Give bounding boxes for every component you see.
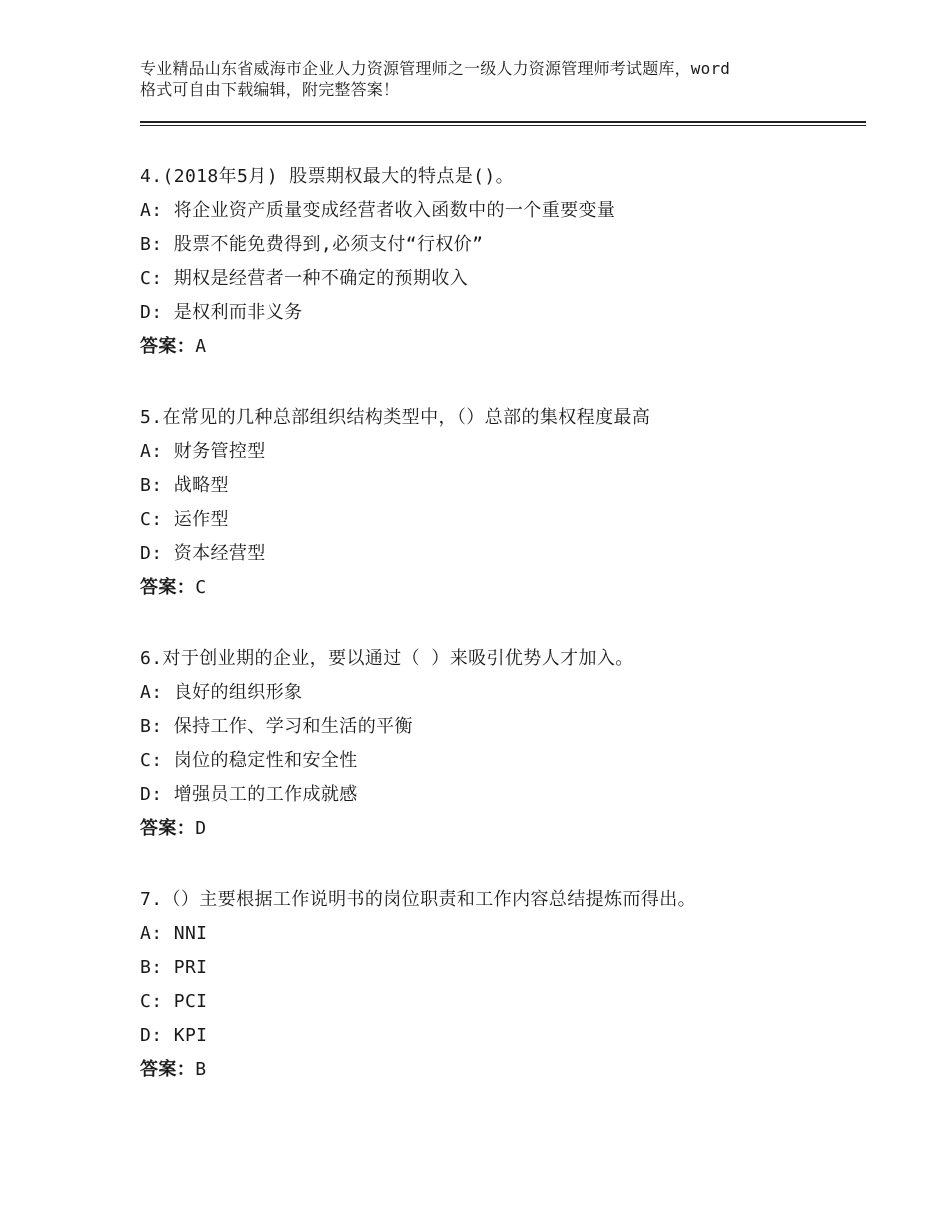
answer-value: B [195, 1059, 207, 1080]
option-d: D: 增强员工的工作成就感 [140, 784, 358, 805]
answer-line [140, 571, 866, 605]
option-b: B: 股票不能免费得到,必须支付“行权价” [140, 234, 484, 255]
answer-value: A [195, 336, 207, 357]
question-stem: 7.（）主要根据工作说明书的岗位职责和工作内容总结提炼而得出。 [140, 889, 697, 910]
option-a: A: 财务管控型 [140, 441, 266, 462]
answer-line [140, 812, 866, 846]
answer-value: D [195, 818, 207, 839]
option-a: A: NNI [140, 923, 208, 944]
answer-label: 答案： [140, 818, 196, 839]
answer-line [140, 330, 866, 364]
header-line-1: 专业精品山东省威海市企业人力资源管理师之一级人力资源管理师考试题库，word [140, 59, 731, 78]
question-list [140, 160, 866, 1124]
option-a: A: 将企业资产质量变成经营者收入函数中的一个重要变量 [140, 200, 616, 221]
question-stem: 6.对于创业期的企业，要以通过（ ）来吸引优势人才加入。 [140, 648, 634, 669]
header-line-2: 格式可自由下载编辑，附完整答案！ [140, 80, 400, 99]
option-b: B: 战略型 [140, 475, 229, 496]
answer-label: 答案： [140, 577, 196, 598]
question-4 [140, 160, 866, 364]
question-6 [140, 642, 866, 846]
question-7 [140, 883, 866, 1087]
option-c: C: 运作型 [140, 509, 229, 530]
answer-label: 答案： [140, 336, 196, 357]
option-d: D: 是权利而非义务 [140, 302, 303, 323]
option-d: D: KPI [140, 1025, 208, 1046]
header-divider-thick [140, 121, 866, 123]
document-header [140, 58, 840, 100]
answer-label: 答案： [140, 1059, 196, 1080]
question-stem: 5.在常见的几种总部组织结构类型中，（）总部的集权程度最高 [140, 407, 651, 428]
option-d: D: 资本经营型 [140, 543, 266, 564]
option-b: B: PRI [140, 957, 208, 978]
question-5 [140, 401, 866, 605]
option-c: C: PCI [140, 991, 208, 1012]
answer-value: C [195, 577, 207, 598]
option-c: C: 岗位的稳定性和安全性 [140, 750, 358, 771]
answer-line [140, 1053, 866, 1087]
question-stem: 4.(2018年5月) 股票期权最大的特点是()。 [140, 166, 515, 187]
option-a: A: 良好的组织形象 [140, 682, 303, 703]
option-c: C: 期权是经营者一种不确定的预期收入 [140, 268, 469, 289]
option-b: B: 保持工作、学习和生活的平衡 [140, 716, 413, 737]
header-divider-thin [140, 125, 866, 126]
